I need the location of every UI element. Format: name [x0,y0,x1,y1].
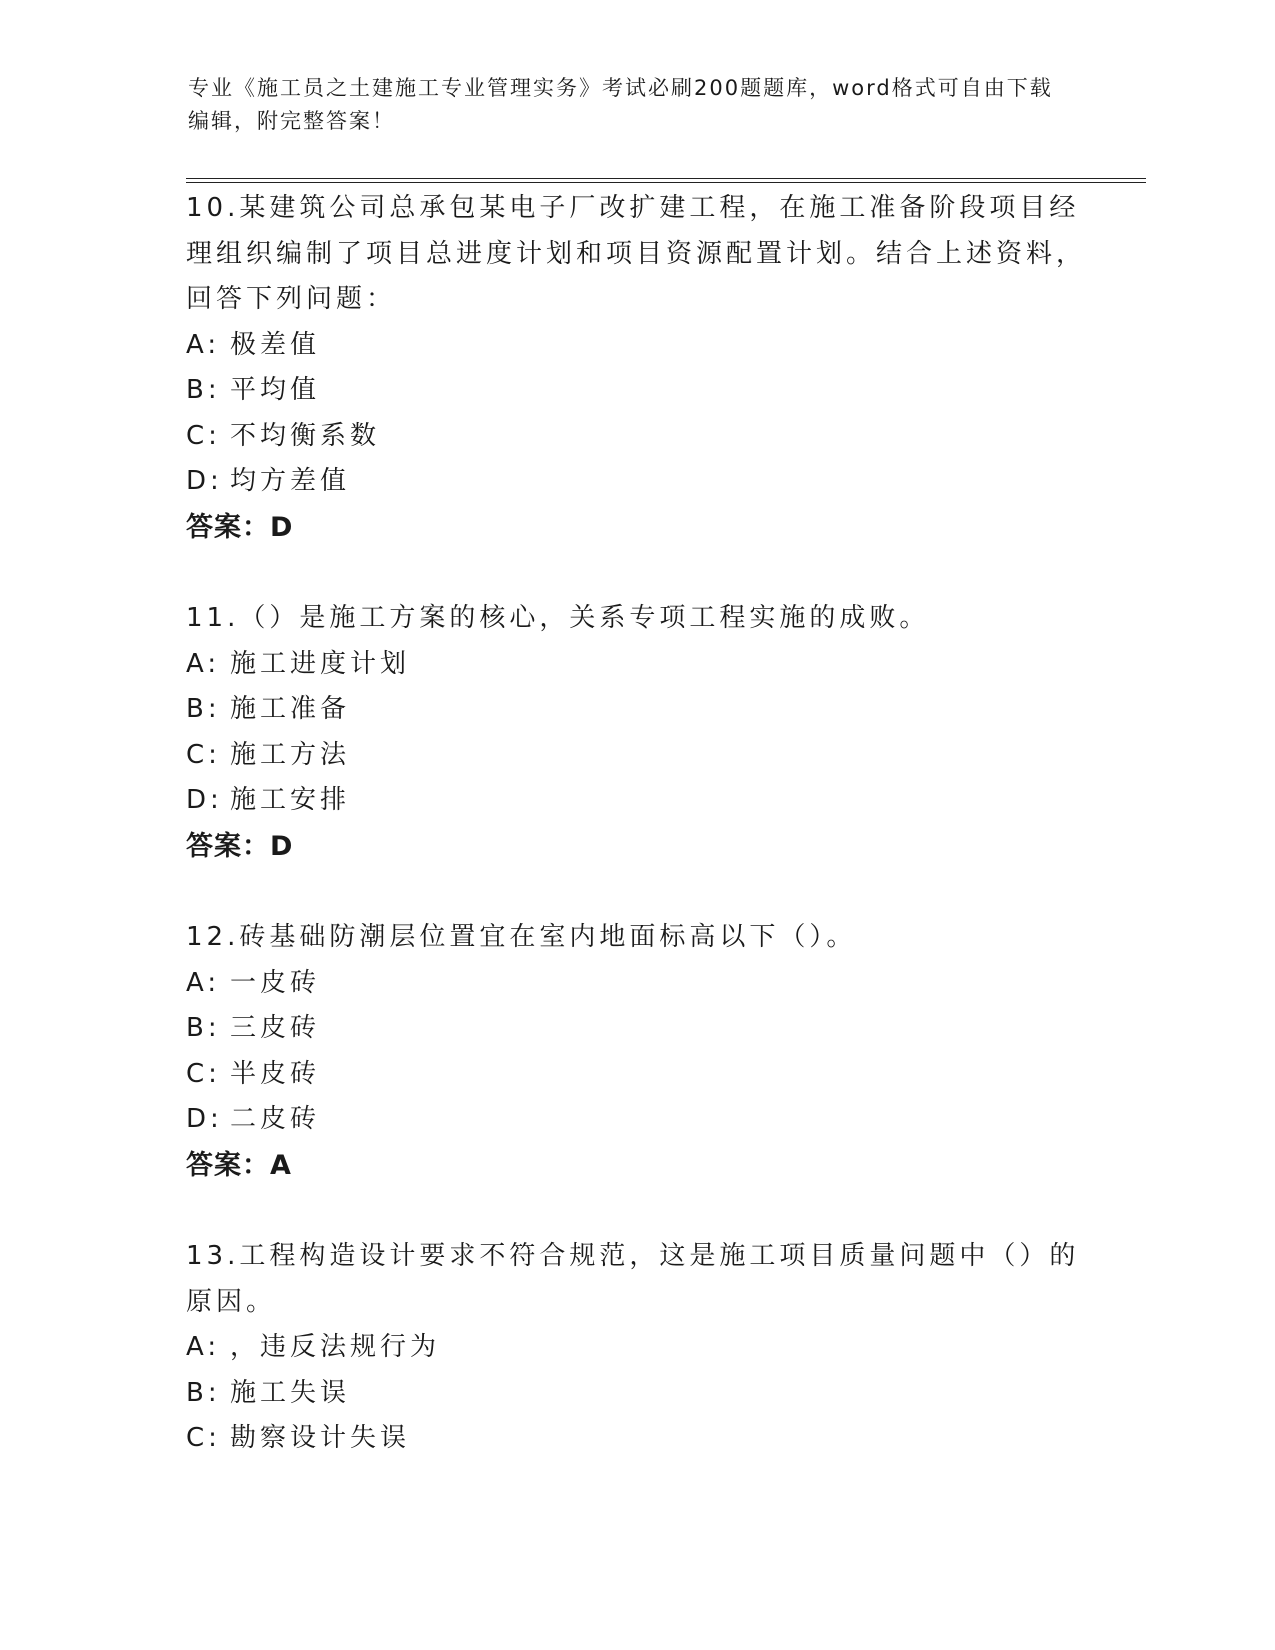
option-key: B: [186,375,221,405]
question-stem: 11.（）是施工方案的核心，关系专项工程实施的成败。 [186,603,930,633]
option-b [186,687,1086,733]
question-13 [186,1234,1086,1462]
option-key: A: [186,648,221,679]
option-text: 二皮砖 [230,1104,321,1134]
option-text: 一皮砖 [230,967,321,998]
option-d [186,778,1086,824]
option-key: D: [186,466,223,496]
option-text: 均方差值 [230,466,351,496]
option-key: A: [186,967,221,998]
question-10 [186,186,1086,550]
question-11 [186,596,1086,869]
option-text: 平均值 [230,375,321,405]
option-c [186,414,1086,460]
option-c [186,1052,1086,1098]
header-divider [186,178,1146,183]
option-b [186,368,1086,414]
option-text: 施工失误 [230,1377,351,1408]
option-text: 施工准备 [230,694,351,724]
option-a [186,642,1086,688]
question-12 [186,915,1086,1188]
option-a [186,961,1086,1007]
option-text: 半皮砖 [230,1058,321,1089]
option-text: 施工方法 [230,739,351,770]
option-text: 施工进度计划 [230,648,411,679]
option-d [186,459,1086,505]
option-key: C: [186,1423,221,1453]
answer-line: 答案：A [186,1149,292,1181]
option-b [186,1371,1086,1417]
option-text: ，违反法规行为 [230,1332,441,1362]
question-stem: 13.工程构造设计要求不符合规范，这是施工项目质量问题中（）的原因。 [186,1241,1080,1317]
option-d [186,1097,1086,1143]
option-b [186,1006,1086,1052]
option-key: B: [186,1013,221,1043]
answer-line: 答案：D [186,511,294,543]
option-key: C: [186,1058,221,1089]
option-key: A: [186,1332,221,1362]
option-key: C: [186,739,221,770]
option-key: A: [186,329,221,360]
option-text: 不均衡系数 [230,420,381,451]
option-key: D: [186,1104,223,1134]
option-c [186,733,1086,779]
option-a [186,323,1086,369]
question-stem: 10.某建筑公司总承包某电子厂改扩建工程，在施工准备阶段项目经理组织编制了项目总进度计划和项目资源配置计划。结合上述资料，回答下列问题： [186,193,1087,314]
answer-line: 答案：D [186,830,294,862]
option-key: B: [186,1377,221,1408]
option-text: 施工安排 [230,785,351,815]
question-list [186,186,1086,1508]
option-text: 三皮砖 [230,1013,321,1043]
question-stem: 12.砖基础防潮层位置宜在室内地面标高以下（）。 [186,922,857,952]
option-key: D: [186,785,223,815]
option-key: C: [186,420,221,451]
option-text: 勘察设计失误 [230,1423,411,1453]
option-key: B: [186,694,221,724]
option-a [186,1325,1086,1371]
document-header-title: 专业《施工员之土建施工专业管理实务》考试必刷200题题库，word格式可自由下载编辑，附完整答案！ [188,76,1053,133]
option-c [186,1416,1086,1462]
option-text: 极差值 [230,329,321,360]
